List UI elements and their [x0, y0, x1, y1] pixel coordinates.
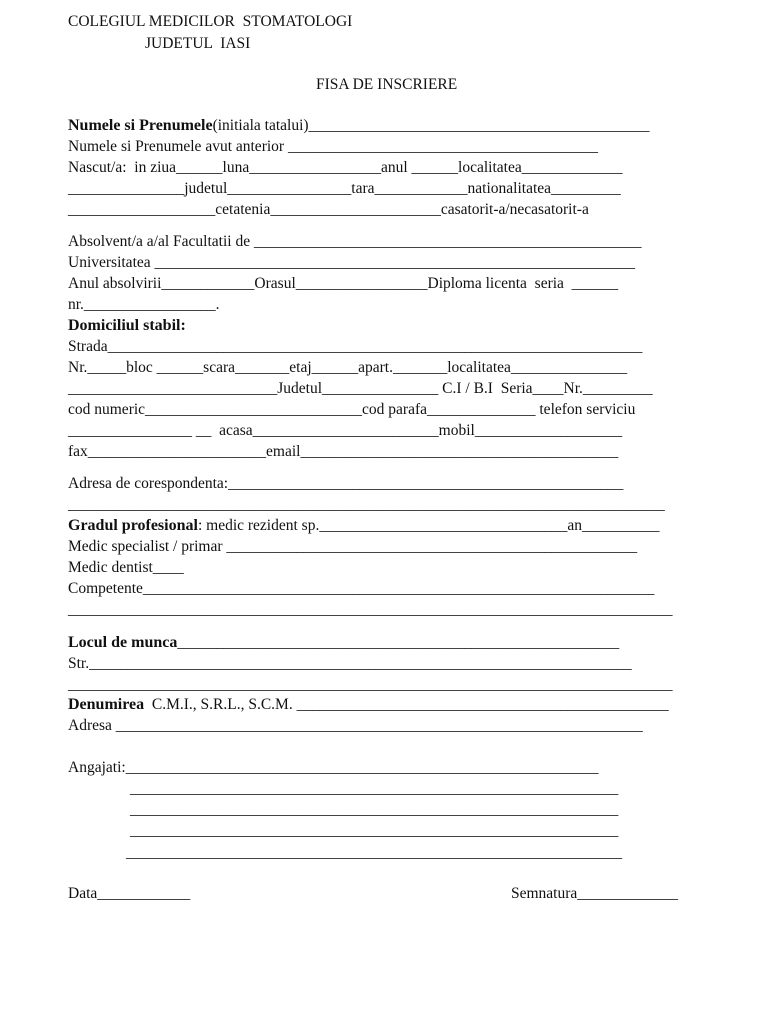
grade-rest: : medic rezident sp.________________________________an__________ — [197, 517, 660, 534]
professional-grade-field[interactable] — [68, 516, 659, 536]
workplace-field[interactable] — [68, 633, 619, 653]
county-country-field[interactable]: _______________judetul________________tara____________nationalitatea_________ — [68, 180, 621, 197]
specialist-field[interactable]: Medic specialist / primar _____________________________________________________ — [68, 538, 638, 555]
name-label: Numele si Prenumele — [68, 117, 213, 134]
birth-field[interactable]: Nascut/a: in ziua______luna_________________anul ______localitatea_____________ — [68, 159, 623, 176]
university-field[interactable]: Universitatea ______________________________________________________________ — [68, 254, 636, 271]
domicile-heading: Domiciliul stabil: — [68, 317, 186, 334]
street-field[interactable]: Strada_____________________________________________________________________ — [68, 338, 643, 355]
employees-line[interactable]: _______________________________________________________________ — [130, 780, 619, 797]
form-title: FISA DE INSCRIERE — [316, 76, 458, 93]
numeric-code-field[interactable]: cod numeric____________________________cod parafa______________ telefon serviciu — [68, 401, 636, 418]
address-number-field[interactable]: Nr._____bloc ______scara_______etaj______apart._______localitatea_______________ — [68, 359, 628, 376]
fax-email-field[interactable]: fax_______________________email_________________________________________ — [68, 443, 619, 460]
phone-field[interactable]: ________________ __ acasa________________________mobil___________________ — [68, 422, 623, 439]
date-field[interactable]: Data____________ — [68, 885, 191, 902]
company-address-field[interactable]: Adresa ____________________________________________________________________ — [68, 717, 643, 734]
correspondence-extra-line[interactable]: _____________________________________________________________________________ — [68, 496, 665, 513]
signature-field[interactable]: Semnatura_____________ — [511, 885, 679, 902]
diploma-number-field[interactable]: nr._________________. — [68, 296, 220, 313]
id-card-field[interactable]: ___________________________Judetul_______________ C.I / B.I Seria____Nr._________ — [68, 380, 653, 397]
company-name-field[interactable] — [68, 695, 669, 715]
company-label: Denumirea — [68, 696, 145, 713]
citizenship-field[interactable]: ___________________cetatenia______________________casatorit-a/necasatorit-a — [68, 201, 589, 218]
correspondence-address-field[interactable]: Adresa de corespondenta:___________________________________________________ — [68, 475, 624, 492]
county-name: JUDETUL IASI — [145, 35, 251, 52]
dentist-field[interactable]: Medic dentist____ — [68, 559, 184, 576]
competente-field[interactable]: Competente__________________________________________________________________ — [68, 580, 655, 597]
graduation-field[interactable]: Anul absolvirii____________Orasul_________________Diploma licenta seria ______ — [68, 275, 619, 292]
org-name: COLEGIUL MEDICILOR STOMATOLOGI — [68, 13, 353, 30]
employees-field[interactable] — [68, 758, 598, 778]
employees-label: Angajati: — [68, 759, 126, 776]
competente-extra-line[interactable]: ______________________________________________________________________________ — [68, 601, 673, 618]
company-types: C.M.I., S.R.L., S.C.M. ________________________________________________ — [144, 696, 669, 713]
name-field[interactable] — [68, 116, 650, 136]
workplace-heading: Locul de munca — [68, 634, 178, 651]
employees-line[interactable]: _______________________________________________________________ — [130, 801, 619, 818]
employees-first-line: _____________________________________________________________ — [125, 759, 599, 776]
workplace-heading-line: _________________________________________________________ — [177, 634, 620, 651]
name-rest: (initiala tatalui)____________________________________________ — [212, 117, 650, 134]
employees-line[interactable]: ________________________________________________________________ — [126, 844, 622, 861]
previous-name-field[interactable]: Numele si Prenumele avut anterior ________________________________________ — [68, 138, 598, 155]
workplace-street-field[interactable]: Str.______________________________________________________________________ — [68, 655, 632, 672]
faculty-field[interactable]: Absolvent/a a/al Facultatii de __________________________________________________ — [68, 233, 642, 250]
grade-label: Gradul profesional — [68, 517, 198, 534]
workplace-extra-line[interactable]: ______________________________________________________________________________ — [68, 676, 673, 693]
employees-line[interactable]: _______________________________________________________________ — [130, 822, 619, 839]
